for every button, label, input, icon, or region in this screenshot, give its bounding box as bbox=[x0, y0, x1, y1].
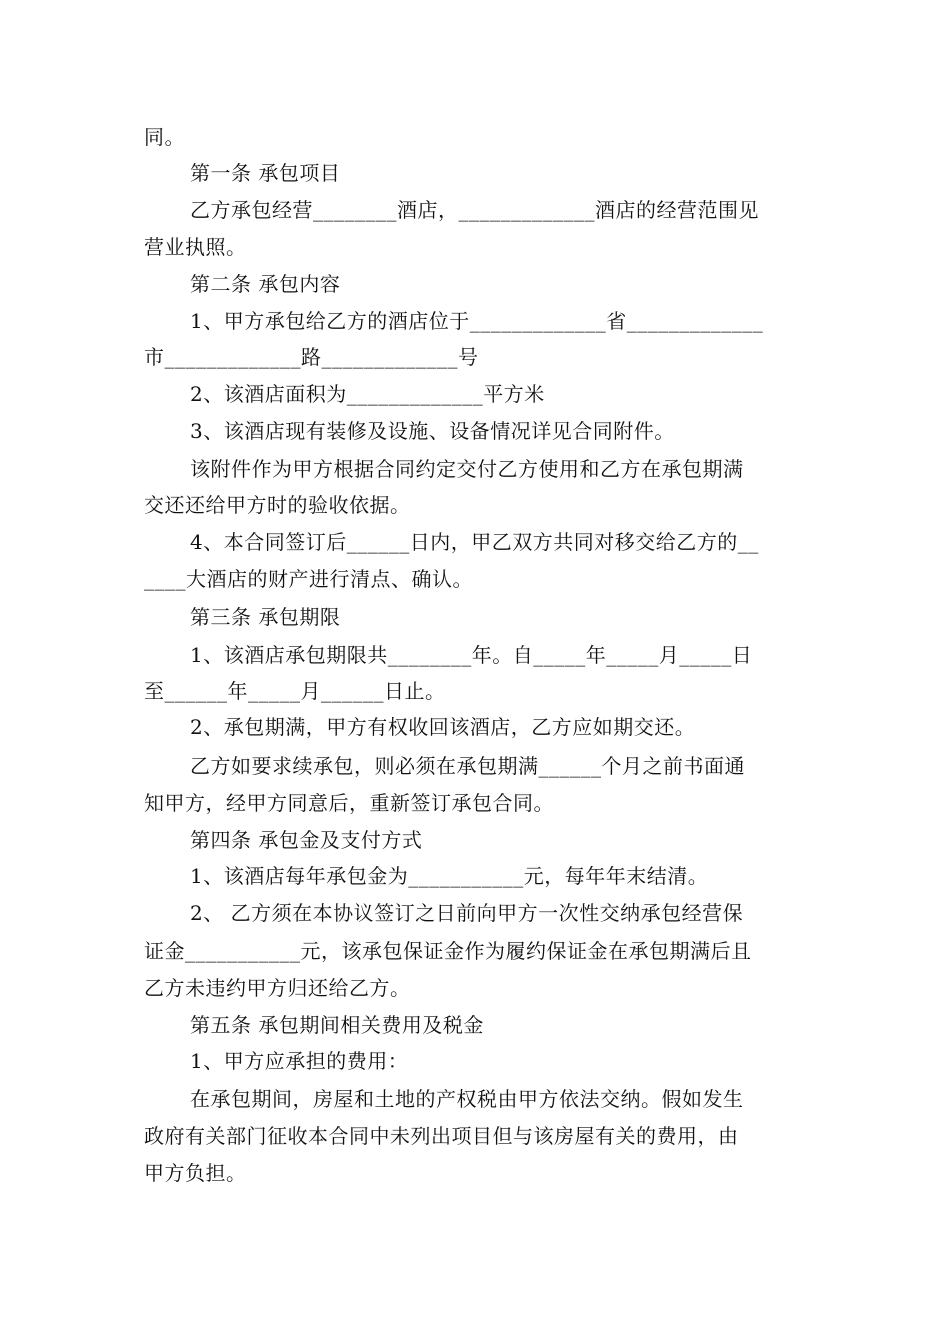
text-line: 营业执照。 bbox=[144, 235, 247, 259]
text-line: 市_____________路_____________号 bbox=[144, 345, 479, 369]
section-heading: 第五条 承包期间相关费用及税金 bbox=[190, 1013, 484, 1037]
text-line: 甲方负担。 bbox=[144, 1161, 247, 1185]
text-line: 2、 乙方须在本协议签订之日前向甲方一次性交纳承包经营保 bbox=[190, 901, 744, 925]
text-line: 知甲方，经甲方同意后，重新签订承包合同。 bbox=[144, 791, 554, 815]
text-line: 4、本合同签订后______日内，甲乙双方共同对移交给乙方的__ bbox=[190, 530, 759, 554]
section-heading: 第二条 承包内容 bbox=[190, 272, 341, 296]
text-line: 至______年_____月______日止。 bbox=[144, 679, 446, 703]
text-line: 交还还给甲方时的验收依据。 bbox=[144, 493, 411, 517]
text-line: 1、该酒店承包期限共________年。自_____年_____月_____日 bbox=[190, 643, 753, 667]
text-line: 该附件作为甲方根据合同约定交付乙方使用和乙方在承包期满 bbox=[190, 457, 744, 481]
text-line: 政府有关部门征收本合同中未列出项目但与该房屋有关的费用，由 bbox=[144, 1124, 739, 1148]
text-line: 同。 bbox=[144, 125, 185, 149]
text-line: 乙方未违约甲方归还给乙方。 bbox=[144, 976, 411, 1000]
section-heading: 第四条 承包金及支付方式 bbox=[190, 828, 423, 852]
section-heading: 第三条 承包期限 bbox=[190, 605, 341, 629]
text-line: 1、该酒店每年承包金为___________元，每年年末结清。 bbox=[190, 864, 709, 888]
text-line: 1、甲方应承担的费用： bbox=[190, 1049, 409, 1073]
text-line: 2、承包期满，甲方有权收回该酒店，乙方应如期交还。 bbox=[190, 715, 696, 739]
text-line: 在承包期间，房屋和土地的产权税由甲方依法交纳。假如发生 bbox=[190, 1087, 744, 1111]
text-line: 1、甲方承包给乙方的酒店位于_____________省_____________ bbox=[190, 309, 764, 333]
text-line: ____大酒店的财产进行清点、确认。 bbox=[144, 567, 473, 591]
text-line: 2、该酒店面积为_____________平方米 bbox=[190, 382, 545, 406]
text-line: 乙方承包经营________酒店，_____________酒店的经营范围见 bbox=[190, 198, 759, 222]
text-line: 乙方如要求续承包，则必须在承包期满______个月之前书面通 bbox=[190, 754, 745, 778]
text-line: 3、该酒店现有装修及设施、设备情况详见合同附件。 bbox=[190, 419, 675, 443]
text-line: 证金___________元，该承包保证金作为履约保证金在承包期满后且 bbox=[144, 939, 752, 963]
section-heading: 第一条 承包项目 bbox=[190, 161, 341, 185]
